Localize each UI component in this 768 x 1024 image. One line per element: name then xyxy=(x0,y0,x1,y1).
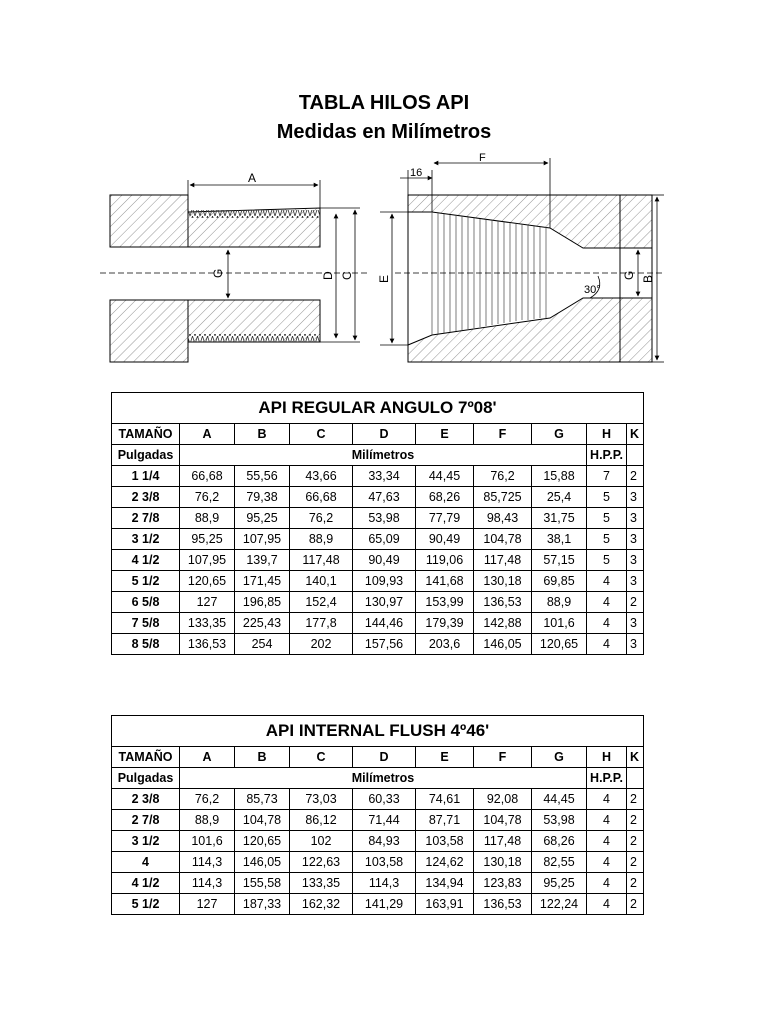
header-cell: K xyxy=(627,424,644,445)
value-cell: 44,45 xyxy=(532,789,587,810)
page-subtitle: Medidas en Milímetros xyxy=(276,121,492,143)
table-row xyxy=(112,550,644,571)
value-cell: 107,95 xyxy=(180,550,235,571)
value-cell: 92,08 xyxy=(474,789,532,810)
size-cell: 2 7/8 xyxy=(112,810,180,831)
table-row xyxy=(112,634,644,655)
value-cell: 136,53 xyxy=(180,634,235,655)
size-cell: 6 5/8 xyxy=(112,592,180,613)
table-row xyxy=(112,592,644,613)
value-cell: 3 xyxy=(627,529,644,550)
value-cell: 130,18 xyxy=(474,571,532,592)
value-cell: 101,6 xyxy=(180,831,235,852)
value-cell: 4 xyxy=(587,852,627,873)
value-cell: 84,93 xyxy=(353,831,416,852)
value-cell: 66,68 xyxy=(180,466,235,487)
value-cell: 4 xyxy=(587,831,627,852)
value-cell: 4 xyxy=(587,613,627,634)
value-cell: 120,65 xyxy=(532,634,587,655)
api-internal-flush-table xyxy=(111,715,644,915)
table-row xyxy=(112,466,644,487)
value-cell: 120,65 xyxy=(235,831,290,852)
value-cell: 25,4 xyxy=(532,487,587,508)
value-cell: 15,88 xyxy=(532,466,587,487)
label-16: 16 xyxy=(410,167,423,179)
value-cell: 117,48 xyxy=(474,550,532,571)
value-cell: 122,63 xyxy=(290,852,353,873)
value-cell: 5 xyxy=(587,550,627,571)
value-cell: 44,45 xyxy=(416,466,474,487)
subheader-units: Milímetros xyxy=(180,445,587,466)
value-cell: 133,35 xyxy=(290,873,353,894)
value-cell: 43,66 xyxy=(290,466,353,487)
value-cell: 4 xyxy=(587,873,627,894)
value-cell: 114,3 xyxy=(353,873,416,894)
subheader-size: Pulgadas xyxy=(112,768,180,789)
value-cell: 73,03 xyxy=(290,789,353,810)
table-header-row xyxy=(112,424,644,445)
value-cell: 4 xyxy=(587,571,627,592)
value-cell: 88,9 xyxy=(180,508,235,529)
header-cell: B xyxy=(235,424,290,445)
table-row xyxy=(112,873,644,894)
size-cell: 3 1/2 xyxy=(112,831,180,852)
label-e: E xyxy=(377,274,391,283)
value-cell: 85,73 xyxy=(235,789,290,810)
value-cell: 136,53 xyxy=(474,592,532,613)
value-cell: 3 xyxy=(627,634,644,655)
table-row xyxy=(112,831,644,852)
value-cell: 47,63 xyxy=(353,487,416,508)
value-cell: 225,43 xyxy=(235,613,290,634)
value-cell: 130,18 xyxy=(474,852,532,873)
size-cell: 1 1/4 xyxy=(112,466,180,487)
value-cell: 85,725 xyxy=(474,487,532,508)
value-cell: 203,6 xyxy=(416,634,474,655)
value-cell: 5 xyxy=(587,487,627,508)
table-header-row xyxy=(112,747,644,768)
value-cell: 88,9 xyxy=(180,810,235,831)
header-cell: E xyxy=(416,424,474,445)
table-row xyxy=(112,508,644,529)
value-cell: 104,78 xyxy=(474,529,532,550)
value-cell: 53,98 xyxy=(532,810,587,831)
value-cell: 153,99 xyxy=(416,592,474,613)
value-cell: 76,2 xyxy=(290,508,353,529)
table-row xyxy=(112,487,644,508)
value-cell: 4 xyxy=(587,789,627,810)
value-cell: 68,26 xyxy=(416,487,474,508)
value-cell: 95,25 xyxy=(180,529,235,550)
header-cell: B xyxy=(235,747,290,768)
value-cell: 82,55 xyxy=(532,852,587,873)
value-cell: 7 xyxy=(587,466,627,487)
value-cell: 2 xyxy=(627,592,644,613)
size-cell: 2 3/8 xyxy=(112,789,180,810)
value-cell: 2 xyxy=(627,873,644,894)
value-cell: 88,9 xyxy=(532,592,587,613)
table-row xyxy=(112,789,644,810)
header-cell: G xyxy=(532,747,587,768)
value-cell: 3 xyxy=(627,487,644,508)
value-cell: 65,09 xyxy=(353,529,416,550)
value-cell: 103,58 xyxy=(416,831,474,852)
header-cell: D xyxy=(353,747,416,768)
value-cell: 2 xyxy=(627,831,644,852)
value-cell: 123,83 xyxy=(474,873,532,894)
size-cell: 3 1/2 xyxy=(112,529,180,550)
value-cell: 3 xyxy=(627,508,644,529)
value-cell: 177,8 xyxy=(290,613,353,634)
header-cell: H xyxy=(587,747,627,768)
size-cell: 4 1/2 xyxy=(112,873,180,894)
value-cell: 76,2 xyxy=(180,487,235,508)
value-cell: 127 xyxy=(180,894,235,915)
table-caption: API REGULAR ANGULO 7º08' xyxy=(112,393,644,424)
value-cell: 79,38 xyxy=(235,487,290,508)
value-cell: 69,85 xyxy=(532,571,587,592)
value-cell: 120,65 xyxy=(180,571,235,592)
value-cell: 141,29 xyxy=(353,894,416,915)
value-cell: 254 xyxy=(235,634,290,655)
value-cell: 95,25 xyxy=(235,508,290,529)
value-cell: 101,6 xyxy=(532,613,587,634)
value-cell: 2 xyxy=(627,852,644,873)
thread-diagram xyxy=(100,150,670,375)
value-cell: 60,33 xyxy=(353,789,416,810)
value-cell: 76,2 xyxy=(474,466,532,487)
value-cell: 144,46 xyxy=(353,613,416,634)
subheader-h: H.P.P. xyxy=(587,768,627,789)
value-cell: 4 xyxy=(587,894,627,915)
header-cell: C xyxy=(290,747,353,768)
value-cell: 76,2 xyxy=(180,789,235,810)
page-title: TABLA HILOS API xyxy=(298,92,470,114)
pin-drawing xyxy=(100,180,370,362)
size-cell: 5 1/2 xyxy=(112,571,180,592)
table-caption: API INTERNAL FLUSH 4º46' xyxy=(112,716,644,747)
value-cell: 124,62 xyxy=(416,852,474,873)
table-row xyxy=(112,529,644,550)
value-cell: 179,39 xyxy=(416,613,474,634)
value-cell: 103,58 xyxy=(353,852,416,873)
value-cell: 119,06 xyxy=(416,550,474,571)
label-g-left: G xyxy=(211,268,225,278)
table-row xyxy=(112,613,644,634)
value-cell: 2 xyxy=(627,789,644,810)
subheader-size: Pulgadas xyxy=(112,445,180,466)
header-cell: F xyxy=(474,747,532,768)
value-cell: 109,93 xyxy=(353,571,416,592)
value-cell: 140,1 xyxy=(290,571,353,592)
value-cell: 98,43 xyxy=(474,508,532,529)
value-cell: 141,68 xyxy=(416,571,474,592)
value-cell: 104,78 xyxy=(474,810,532,831)
value-cell: 130,97 xyxy=(353,592,416,613)
value-cell: 57,15 xyxy=(532,550,587,571)
value-cell: 4 xyxy=(587,634,627,655)
value-cell: 102 xyxy=(290,831,353,852)
value-cell: 127 xyxy=(180,592,235,613)
subheader-units: Milímetros xyxy=(180,768,587,789)
value-cell: 31,75 xyxy=(532,508,587,529)
header-cell: E xyxy=(416,747,474,768)
size-cell: 7 5/8 xyxy=(112,613,180,634)
value-cell: 66,68 xyxy=(290,487,353,508)
value-cell: 68,26 xyxy=(532,831,587,852)
size-cell: 2 7/8 xyxy=(112,508,180,529)
value-cell: 134,94 xyxy=(416,873,474,894)
value-cell: 146,05 xyxy=(235,852,290,873)
value-cell: 33,34 xyxy=(353,466,416,487)
label-f: F xyxy=(479,152,486,164)
value-cell: 2 xyxy=(627,894,644,915)
value-cell: 4 xyxy=(587,810,627,831)
header-cell: A xyxy=(180,747,235,768)
label-d: D xyxy=(321,271,335,280)
value-cell: 152,4 xyxy=(290,592,353,613)
subheader-h: H.P.P. xyxy=(587,445,627,466)
header-cell: C xyxy=(290,424,353,445)
label-g-right: G xyxy=(622,270,636,280)
header-cell: F xyxy=(474,424,532,445)
value-cell: 196,85 xyxy=(235,592,290,613)
size-cell: 5 1/2 xyxy=(112,894,180,915)
header-cell: K xyxy=(627,747,644,768)
header-cell: G xyxy=(532,424,587,445)
label-30deg: 30° xyxy=(584,284,601,296)
value-cell: 139,7 xyxy=(235,550,290,571)
table-row xyxy=(112,852,644,873)
value-cell: 5 xyxy=(587,508,627,529)
value-cell: 157,56 xyxy=(353,634,416,655)
api-regular-table xyxy=(111,392,644,655)
value-cell: 74,61 xyxy=(416,789,474,810)
value-cell: 38,1 xyxy=(532,529,587,550)
value-cell: 3 xyxy=(627,550,644,571)
table-row xyxy=(112,894,644,915)
value-cell: 4 xyxy=(587,592,627,613)
value-cell: 53,98 xyxy=(353,508,416,529)
label-b: B xyxy=(641,274,655,283)
value-cell: 163,91 xyxy=(416,894,474,915)
value-cell: 104,78 xyxy=(235,810,290,831)
value-cell: 122,24 xyxy=(532,894,587,915)
table-row xyxy=(112,810,644,831)
table-row xyxy=(112,571,644,592)
size-cell: 4 xyxy=(112,852,180,873)
size-cell: 2 3/8 xyxy=(112,487,180,508)
value-cell: 187,33 xyxy=(235,894,290,915)
value-cell: 171,45 xyxy=(235,571,290,592)
value-cell: 117,48 xyxy=(290,550,353,571)
value-cell: 146,05 xyxy=(474,634,532,655)
value-cell: 162,32 xyxy=(290,894,353,915)
header-cell: H xyxy=(587,424,627,445)
value-cell: 142,88 xyxy=(474,613,532,634)
value-cell: 202 xyxy=(290,634,353,655)
value-cell: 136,53 xyxy=(474,894,532,915)
value-cell: 88,9 xyxy=(290,529,353,550)
value-cell: 3 xyxy=(627,571,644,592)
value-cell: 2 xyxy=(627,466,644,487)
header-cell: D xyxy=(353,424,416,445)
value-cell: 2 xyxy=(627,810,644,831)
value-cell: 155,58 xyxy=(235,873,290,894)
value-cell: 90,49 xyxy=(353,550,416,571)
value-cell: 55,56 xyxy=(235,466,290,487)
value-cell: 87,71 xyxy=(416,810,474,831)
value-cell: 90,49 xyxy=(416,529,474,550)
size-cell: 4 1/2 xyxy=(112,550,180,571)
value-cell: 95,25 xyxy=(532,873,587,894)
value-cell: 71,44 xyxy=(353,810,416,831)
value-cell: 3 xyxy=(627,613,644,634)
label-a: A xyxy=(248,171,257,185)
value-cell: 107,95 xyxy=(235,529,290,550)
value-cell: 86,12 xyxy=(290,810,353,831)
table-subheader-row xyxy=(112,768,644,789)
value-cell: 5 xyxy=(587,529,627,550)
header-cell: TAMAÑO xyxy=(112,424,180,445)
label-c: C xyxy=(340,271,354,280)
value-cell: 114,3 xyxy=(180,852,235,873)
table-subheader-row xyxy=(112,445,644,466)
size-cell: 8 5/8 xyxy=(112,634,180,655)
value-cell: 114,3 xyxy=(180,873,235,894)
header-cell: A xyxy=(180,424,235,445)
value-cell: 117,48 xyxy=(474,831,532,852)
header-cell: TAMAÑO xyxy=(112,747,180,768)
value-cell: 133,35 xyxy=(180,613,235,634)
value-cell: 77,79 xyxy=(416,508,474,529)
